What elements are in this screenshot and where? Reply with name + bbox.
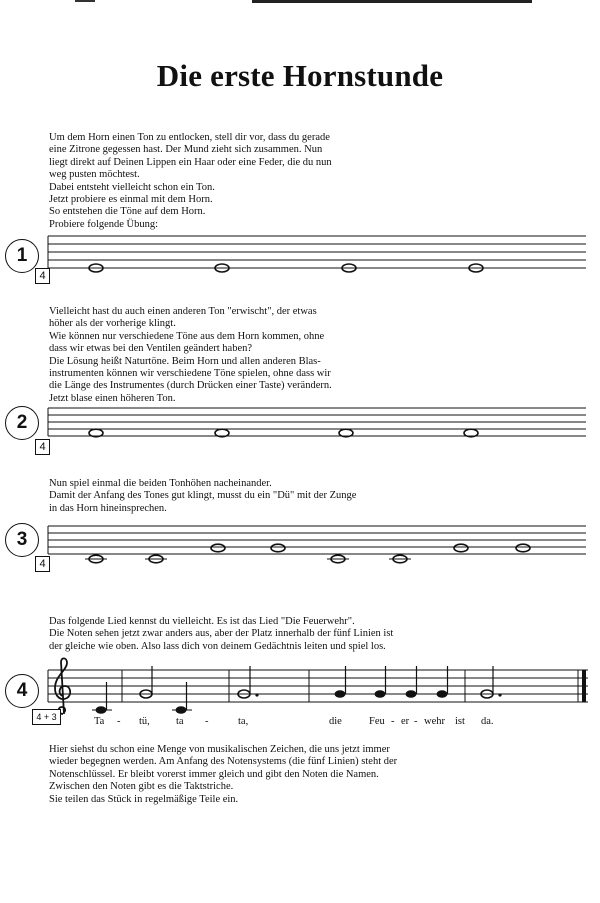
intro-line: Dabei entsteht vielleicht schon ein Ton. xyxy=(49,181,215,193)
lyric-syllable: die xyxy=(329,716,342,727)
paragraph-line: Vielleicht hast du auch einen anderen Ton "erwischt", der etwas xyxy=(49,306,317,317)
top-decoration-rule xyxy=(252,0,532,3)
top-decoration-tick xyxy=(75,0,95,2)
whole-note xyxy=(271,544,285,552)
intro-line: eine Zitrone gegessen hast. Der Mund zieht sich zusammen. Nun xyxy=(49,144,323,156)
quarter-note xyxy=(375,690,386,698)
lyric-syllable: tü, xyxy=(139,716,150,727)
final-barline-thick xyxy=(582,670,586,702)
intro-line: liegt direkt auf Deinen Lippen ein Haar oder eine Feder, die du nun xyxy=(49,156,332,168)
paragraph-line: Zwischen den Noten gibt es die Taktstriche. xyxy=(49,781,234,793)
whole-note xyxy=(211,544,225,552)
lyric-hyphen: - xyxy=(205,716,209,727)
paragraph-song-intro xyxy=(49,616,399,653)
paragraph-line: höher als der vorherige klingt. xyxy=(49,318,176,330)
paragraph-line: der gleiche wie oben. Also lass dich von deinem Gedächtnis leiten und spiel los. xyxy=(49,640,386,652)
lyrics-line xyxy=(0,716,600,732)
augmentation-dot xyxy=(255,693,258,696)
staff-exercise-3 xyxy=(0,518,600,568)
paragraph-line: Hier siehst du schon eine Menge von musikalischen Zeichen, die uns jetzt immer xyxy=(49,744,390,755)
paragraph-line: in das Horn hineinsprechen. xyxy=(49,502,167,514)
staff-exercise-4 xyxy=(0,660,600,720)
quarter-note xyxy=(96,706,107,714)
time-signature-box: 4 xyxy=(35,556,50,572)
paragraph-line: Jetzt blase einen höheren Ton. xyxy=(49,392,176,404)
time-signature-box: 4 + 3 xyxy=(32,709,61,725)
exercise-number-4: 4 xyxy=(5,674,39,708)
intro-line: Jetzt probiere es einmal mit dem Horn. xyxy=(49,194,213,206)
paragraph-line: Sie teilen das Stück in regelmäßige Teile ein. xyxy=(49,793,239,805)
time-signature-box: 4 xyxy=(35,439,50,455)
paragraph-line: Notenschlüssel. Er bleibt vorerst immer gleich und gibt den Noten die Namen. xyxy=(49,768,379,780)
augmentation-dot xyxy=(498,693,501,696)
paragraph-line: Nun spiel einmal die beiden Tonhöhen nacheinander. xyxy=(49,478,272,489)
exercise-number-2: 2 xyxy=(5,406,39,440)
paragraph-line: Das folgende Lied kennst du vielleicht. Es ist das Lied "Die Feuerwehr". xyxy=(49,616,355,627)
intro-line: Um dem Horn einen Ton zu entlocken, stell dir vor, dass du gerade xyxy=(49,132,330,143)
lyric-syllable: wehr xyxy=(424,716,445,727)
lyric-hyphen: - xyxy=(117,716,121,727)
intro-line: weg pusten möchtest. xyxy=(49,169,140,181)
paragraph-line: Die Noten sehen jetzt zwar anders aus, aber der Platz innerhalb der fünf Linien ist xyxy=(49,628,394,640)
quarter-note xyxy=(335,690,346,698)
paragraph-line: wieder begegnen werden. Am Anfang des Notensystems (die fünf Linien) steht der xyxy=(49,756,398,768)
exercise-number-1: 1 xyxy=(5,239,39,273)
staff-exercise-1 xyxy=(0,228,600,288)
quarter-note xyxy=(406,690,417,698)
intro-paragraph xyxy=(49,132,399,231)
paragraph-line: Wie können nur verschiedene Töne aus dem Horn kommen, ohne xyxy=(49,330,325,342)
paragraph-musical-signs xyxy=(49,744,399,806)
lyric-syllable: ist xyxy=(455,716,465,727)
page-title: Die erste Hornstunde xyxy=(156,58,444,93)
paragraph-natural-tones xyxy=(49,306,399,405)
lyric-syllable: er xyxy=(401,716,410,727)
paragraph-line: instrumenten können wir verschiedene Töne spielen, ohne dass wir xyxy=(49,368,331,380)
intro-line: So entstehen die Töne auf dem Horn. xyxy=(49,206,206,218)
staff-exercise-2 xyxy=(0,402,600,452)
lyric-syllable: Ta xyxy=(94,716,105,727)
quarter-note xyxy=(437,690,448,698)
whole-note xyxy=(454,544,468,552)
lyric-syllable: Feu xyxy=(369,716,385,727)
exercise-number-3: 3 xyxy=(5,523,39,557)
paragraph-line: dass wir etwas bei den Ventilen geändert haben? xyxy=(49,343,253,355)
lyric-syllable: da. xyxy=(481,716,494,727)
time-signature-box: 4 xyxy=(35,268,50,284)
lyric-hyphen: - xyxy=(414,716,418,727)
paragraph-line: die Länge des Instrumentes (durch Drücken einer Taste) verändern. xyxy=(49,380,332,392)
paragraph-tonguing xyxy=(49,478,399,515)
lyric-hyphen: - xyxy=(391,716,395,727)
intro-line: Probiere folgende Übung: xyxy=(49,218,159,230)
lyric-syllable: ta xyxy=(176,716,184,727)
paragraph-line: Die Lösung heißt Naturtöne. Beim Horn und allen anderen Blas- xyxy=(49,355,321,367)
lyric-syllable: ta, xyxy=(238,716,249,727)
whole-note xyxy=(516,544,530,552)
paragraph-line: Damit der Anfang des Tones gut klingt, musst du ein "Dü" mit der Zunge xyxy=(49,490,357,502)
